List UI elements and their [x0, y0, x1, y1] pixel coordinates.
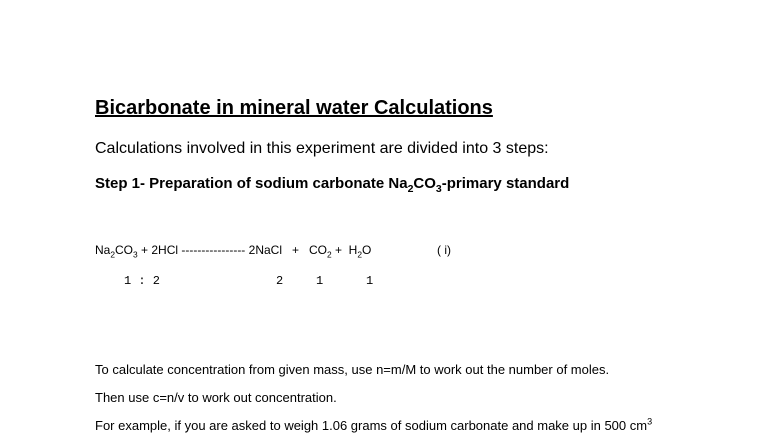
ratio-h2o: 1	[366, 274, 374, 288]
document-title: Bicarbonate in mineral water Calculations	[95, 97, 493, 119]
ratio-co2: 1	[316, 274, 324, 288]
eq-plus-h: + H	[331, 243, 358, 257]
eq-na: Na	[95, 243, 111, 257]
step1-sub1: 2	[407, 183, 414, 195]
step1-suffix: -primary standard	[441, 175, 570, 192]
body-line-3-text: For example, if you are asked to weigh 1.06 grams of sodium carbonate and make up in 500 cm	[95, 418, 648, 433]
eq-co: CO	[115, 243, 134, 257]
chemical-equation	[95, 243, 372, 260]
eq-rest: + 2HCl ---------------- 2NaCl + CO	[137, 243, 327, 257]
step1-heading	[95, 175, 570, 195]
eq-o: O	[362, 243, 372, 257]
body-line-3-sup: 3	[647, 416, 653, 427]
eq-sub2: 3	[133, 249, 138, 260]
body-line-2: Then use c=n/v to work out concentration.	[95, 390, 337, 405]
step1-mid: CO	[413, 175, 436, 192]
intro-paragraph: Calculations involved in this experiment are divided into 3 steps:	[95, 140, 549, 157]
equation-label: ( i)	[437, 243, 451, 257]
body-line-3	[95, 418, 652, 433]
ratio-nacl: 2	[276, 274, 284, 288]
eq-sub1: 2	[110, 249, 116, 260]
step1-prefix: Step 1- Preparation of sodium carbonate Na	[95, 175, 408, 192]
step1-sub2: 3	[435, 183, 442, 195]
eq-h2o-sub: 2	[357, 249, 363, 260]
body-line-1: To calculate concentration from given mass, use n=m/M to work out the number of moles.	[95, 362, 610, 377]
ratio-na2co3-hcl: 1 : 2	[124, 274, 161, 288]
eq-co2-sub: 2	[327, 249, 332, 260]
